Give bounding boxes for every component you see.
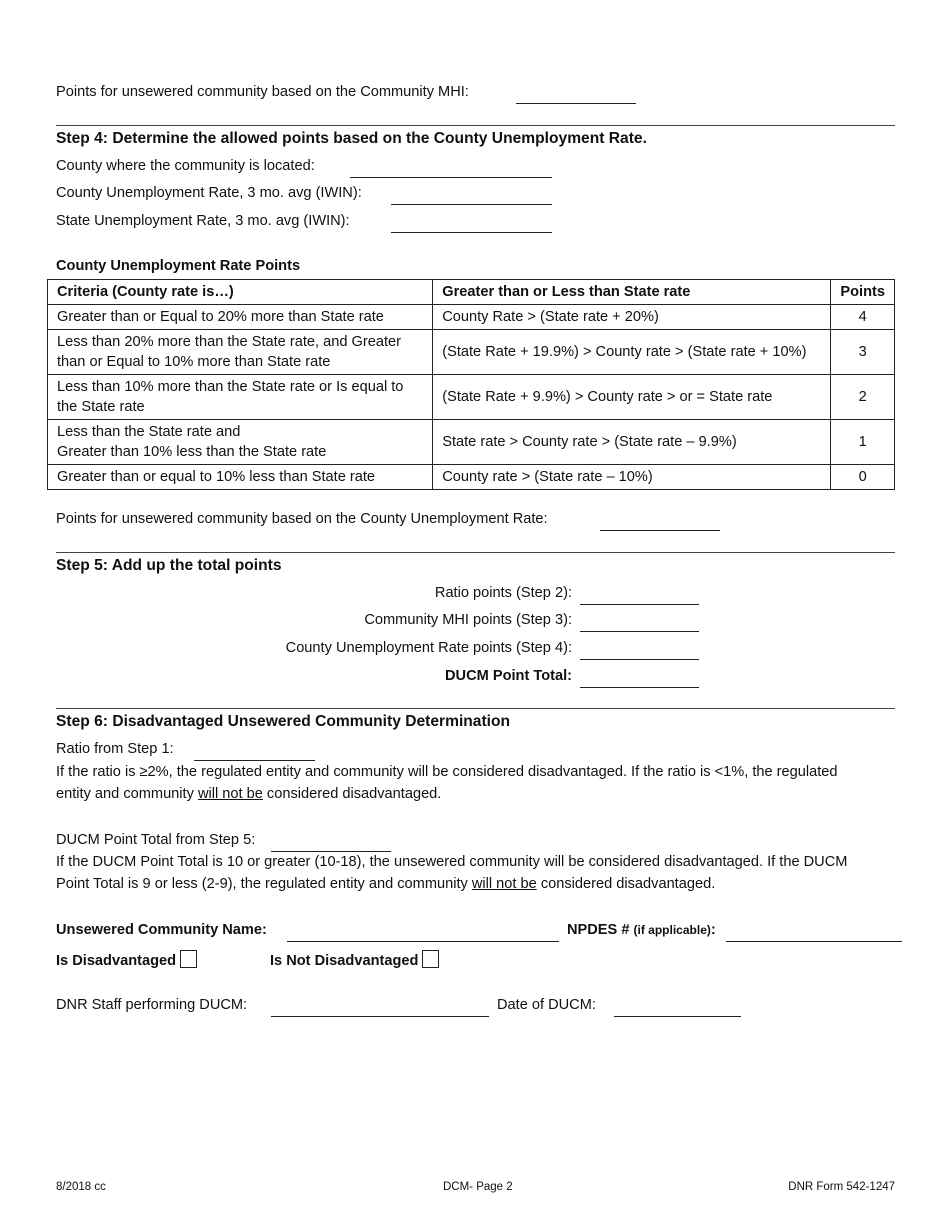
comparison-cell: (State Rate + 19.9%) > County rate > (State rate + 10%) — [433, 330, 831, 375]
ratio-step1-label: Ratio from Step 1: — [56, 741, 174, 757]
points-cell: 1 — [831, 420, 895, 465]
staff-label: DNR Staff performing DUCM: — [56, 997, 248, 1013]
npdes-note: (if applicable) — [633, 923, 711, 937]
section-divider — [56, 125, 895, 126]
criteria-cell: Greater than or Equal to 20% more than State rate — [48, 305, 433, 330]
ratio-points-label: Ratio points (Step 2): — [434, 585, 572, 601]
is-not-disadvantaged-label: Is Not Disadvantaged — [270, 953, 419, 969]
points-cell: 3 — [831, 330, 895, 375]
county-rate-field[interactable] — [391, 204, 552, 205]
ratio-text-underlined: will not be — [197, 786, 263, 802]
footer-date: 8/2018 cc — [56, 1181, 106, 1193]
is-disadvantaged-checkbox[interactable] — [180, 950, 197, 968]
section-divider — [56, 552, 895, 553]
total-rule-text — [56, 851, 856, 895]
is-disadvantaged-label: Is Disadvantaged — [56, 953, 177, 969]
table-row — [48, 465, 895, 490]
step4-heading: Step 4: Determine the allowed points based on the County Unemployment Rate. — [56, 130, 647, 147]
step5-heading: Step 5: Add up the total points — [56, 557, 282, 574]
ratio-points-field[interactable] — [580, 604, 699, 605]
npdes-label — [567, 922, 716, 938]
npdes-text: NPDES # — [567, 922, 630, 938]
comparison-cell: County rate > (State rate – 10%) — [433, 465, 831, 490]
header-points: Points — [831, 280, 895, 305]
total-text: considered disadvantaged. — [536, 876, 716, 892]
npdes-colon: : — [710, 922, 716, 938]
footer-form-number: DNR Form 542-1247 — [788, 1181, 895, 1193]
date-label: Date of DUCM: — [497, 997, 596, 1013]
unemployment-points-step4-label: County Unemployment Rate points (Step 4): — [285, 640, 572, 656]
points-cell: 0 — [831, 465, 895, 490]
unemployment-points-field[interactable] — [600, 530, 720, 531]
step6-heading: Step 6: Disadvantaged Unsewered Community Determination — [56, 713, 511, 730]
staff-field[interactable] — [271, 1016, 489, 1017]
table-header-row — [48, 280, 895, 305]
comparison-cell: County Rate > (State rate + 20%) — [433, 305, 831, 330]
state-rate-field[interactable] — [391, 232, 552, 233]
is-not-disadvantaged-checkbox[interactable] — [422, 950, 439, 968]
ducm-total-step5-label: DUCM Point Total from Step 5: — [56, 832, 256, 848]
criteria-cell — [48, 420, 433, 465]
unemployment-points-step4-field[interactable] — [580, 659, 699, 660]
is-not-disadvantaged-group — [270, 950, 439, 969]
total-text-underlined: will not be — [471, 876, 537, 892]
header-criteria: Criteria (County rate is…) — [48, 280, 433, 305]
unemployment-points-label: Points for unsewered community based on the County Unemployment Rate: — [56, 511, 548, 527]
date-field[interactable] — [614, 1016, 741, 1017]
table-title: County Unemployment Rate Points — [56, 258, 301, 274]
table-row — [48, 305, 895, 330]
community-name-field[interactable] — [287, 941, 559, 942]
ratio-rule-text — [56, 761, 856, 805]
criteria-cell: Less than 10% more than the State rate or Is equal to the State rate — [48, 375, 433, 420]
criteria-line: Greater than 10% less than the State rate — [57, 444, 327, 460]
comparison-cell: State rate > County rate > (State rate – 9.9%) — [433, 420, 831, 465]
criteria-cell: Less than 20% more than the State rate, and Greater than or Equal to 10% more than State rate — [48, 330, 433, 375]
is-disadvantaged-group — [56, 950, 197, 969]
npdes-field[interactable] — [726, 941, 902, 942]
ducm-total-label: DUCM Point Total: — [445, 668, 572, 684]
table-row — [48, 420, 895, 465]
mhi-points-label: Points for unsewered community based on the Community MHI: — [56, 84, 469, 100]
mhi-points-field[interactable] — [516, 103, 636, 104]
criteria-cell: Greater than or equal to 10% less than State rate — [48, 465, 433, 490]
comparison-cell: (State Rate + 9.9%) > County rate > or = State rate — [433, 375, 831, 420]
unemployment-points-table — [47, 279, 895, 490]
county-label: County where the community is located: — [56, 158, 315, 174]
mhi-points-step3-label: Community MHI points (Step 3): — [364, 612, 572, 628]
ducm-total-field[interactable] — [580, 687, 699, 688]
mhi-points-step3-field[interactable] — [580, 631, 699, 632]
table-row — [48, 375, 895, 420]
ratio-text: considered disadvantaged. — [262, 786, 442, 802]
criteria-line: Less than the State rate and — [57, 424, 241, 440]
header-comparison: Greater than or Less than State rate — [433, 280, 831, 305]
ratio-text: If the ratio is ≥2%, the regulated entity and community will be considered disadvantaged. If the ratio is <1%, the regulated entity and community — [56, 764, 838, 802]
total-text: If the DUCM Point Total is 10 or greater (10-18), the unsewered community will be considered disadvantaged. If the DUCM Point Total is 9 or less (2-9), the regulated entity and community — [56, 854, 848, 892]
footer-page: DCM- Page 2 — [443, 1181, 513, 1193]
points-cell: 2 — [831, 375, 895, 420]
community-name-label: Unsewered Community Name: — [56, 922, 267, 938]
county-field[interactable] — [350, 177, 552, 178]
section-divider — [56, 708, 895, 709]
table-row — [48, 330, 895, 375]
state-rate-label: State Unemployment Rate, 3 mo. avg (IWIN): — [56, 213, 350, 229]
points-cell: 4 — [831, 305, 895, 330]
county-rate-label: County Unemployment Rate, 3 mo. avg (IWIN): — [56, 185, 362, 201]
